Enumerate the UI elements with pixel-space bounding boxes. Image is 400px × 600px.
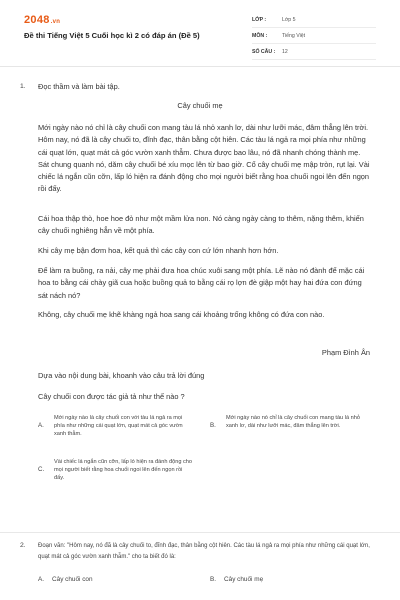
meta-subject-label: MÔN :	[252, 33, 268, 39]
exam-title: Đề thi Tiếng Việt 5 Cuối học kì 2 có đáp án (Đề 5)	[24, 31, 200, 40]
option-c-text: Vài chiếc lá ngắn cũn cỡn, lấp ló hiện ra đánh động cho mọi người biết rằng hoa chuối ngoi lên đến ngọn rồi đấy.	[54, 459, 193, 482]
meta-count-row	[252, 44, 376, 60]
logo-text: 2048	[24, 14, 50, 26]
logo-suffix: .vn	[50, 19, 61, 25]
page-header	[0, 0, 400, 66]
question-2-option-a[interactable]	[38, 576, 93, 583]
meta-count-value: 12	[282, 49, 288, 55]
story-paragraph-1: Mới ngày nào nó chỉ là cây chuối con mang tàu lá nhỏ xanh lơ, dài như lưỡi mác, đâm thẳng lên trời. Hôm nay, nó đã là cây chuối to, đĩnh đạc, thân bằng cột hiên. Các tàu lá ngả ra mọi phía như những cái quạt lớn, quạt mát cả góc vườn xanh thẫm. Chưa được bao lâu, nó đã nhanh chóng thành mẹ. Sát chung quanh nó, dăm cây chuối bé xíu mọc lên từ bao giờ. Cổ cây chuối mẹ mập tròn, rụt lại. Vài chiếc lá ngắn cũn cỡn, lấp ló hiện ra đánh động cho mọi người biết rằng hoa chuối ngoi lên đến ngọn rồi đấy.	[38, 123, 370, 194]
option-b-text: Mới ngày nào nó chỉ là cây chuối con mang tàu lá nhỏ xanh lơ, dài như lưỡi mác, đâm thẳng lên trời.	[226, 415, 360, 430]
header-divider	[0, 66, 400, 67]
question-1-instruction: Đọc thầm và làm bài tập.	[38, 82, 120, 91]
option-a-letter: A.	[38, 422, 44, 429]
meta-subject-value: Tiếng Việt	[282, 33, 306, 39]
option-a[interactable]	[38, 414, 198, 444]
meta-class-label: LỚP :	[252, 17, 267, 23]
meta-class-value: Lớp 5	[282, 17, 296, 23]
option-b-letter: B.	[210, 422, 216, 429]
story-paragraph-5: Không, cây chuối mẹ khẽ khàng ngả hoa sang cái khoảng trống không có đứa con nào.	[38, 310, 325, 319]
story-paragraph-4: Để làm ra buồng, ra nải, cây mẹ phải đưa hoa chúc xuôi sang một phía. Lẽ nào nó đành để mặc cái hoa to bằng cái chày giã cua hoặc buồng quả to bằng cái rọ lợn đè giập một hay hai đứa con đứng sát nách nó?	[38, 266, 365, 300]
question-1-prompt: Dựa vào nội dung bài, khoanh vào câu trả lời đúng	[38, 371, 205, 380]
meta-class-row	[252, 12, 376, 28]
question-divider	[0, 532, 400, 533]
question-2-option-a-letter: A.	[38, 576, 45, 583]
question-1-number: 1.	[20, 83, 26, 90]
story-paragraph-3: Khi cây mẹ bận đơm hoa, kết quả thì các cây con cứ lớn nhanh hơn hớn.	[38, 246, 279, 255]
question-2-number: 2.	[20, 542, 26, 549]
question-2-option-b-letter: B.	[210, 576, 217, 583]
question-2-option-a-text: Cây chuối con	[52, 576, 93, 583]
exam-meta	[252, 12, 376, 60]
meta-subject-row	[252, 28, 376, 44]
story-title: Cây chuối mẹ	[177, 101, 223, 110]
site-logo[interactable]	[24, 14, 60, 26]
story-paragraph-2: Cái hoa thập thò, hoe hoe đỏ như một mầm lửa non. Nó càng ngày càng to thêm, nặng thêm, khiến cây chuối nghiêng hẳn về một phía.	[38, 214, 364, 236]
question-2-option-b-text: Cây chuối mẹ	[224, 576, 264, 583]
question-2-text: Đoạn văn: "Hôm nay, nó đã là cây chuối to, đĩnh đạc, thân bằng cột hiên. Các tàu lá ngả ra mọi phía như những cái quạt lớn, quạt mát cả góc vườn xanh thẫm." cho ta biết đó là:	[38, 543, 370, 560]
option-c-letter: C.	[38, 466, 45, 473]
option-b[interactable]	[210, 414, 370, 444]
option-a-text: Mới ngày nào là cây chuối con với tàu lá ngả ra mọi phía như những cái quạt lớn, quạt mát cả góc vườn xanh thẫm.	[54, 415, 183, 438]
meta-count-label: SỐ CÂU :	[252, 49, 276, 55]
question-1-sub-question: Cây chuối con được tác giả tả như thế nào ?	[38, 392, 185, 401]
story-author: Phạm Đình Ân	[321, 348, 370, 357]
question-2-option-b[interactable]	[210, 576, 263, 583]
option-c[interactable]	[38, 458, 198, 488]
